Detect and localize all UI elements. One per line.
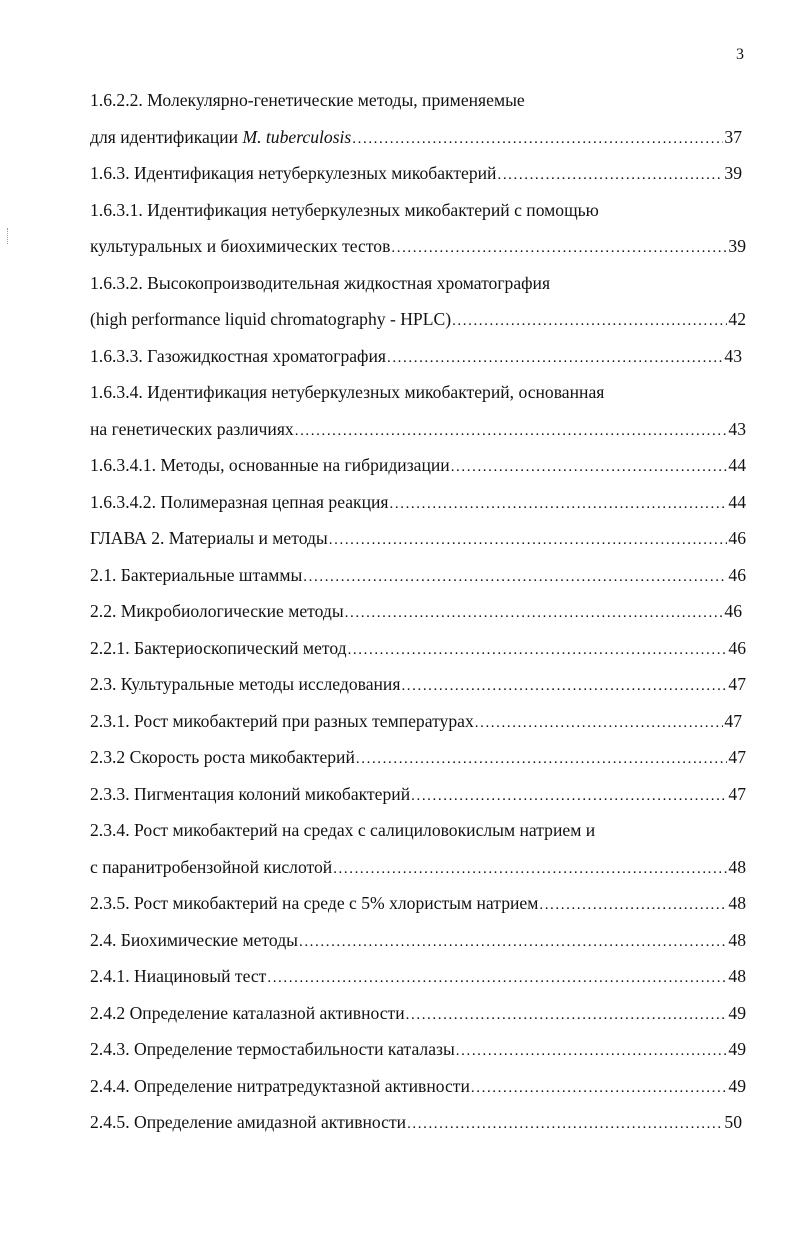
toc-entry-text: ГЛАВА 2. Материалы и методы	[90, 528, 328, 548]
dot-leader	[345, 595, 724, 632]
toc-entry-2-3-1	[90, 703, 742, 740]
toc-page-number: 48	[728, 929, 746, 950]
dot-leader	[401, 668, 727, 705]
toc-entry-2-3-3	[90, 776, 746, 813]
toc-entry-text: 1.6.3.4.2. Полимеразная цепная реакция	[90, 491, 389, 512]
toc-entry-1-6-3-3	[90, 338, 742, 375]
toc-entry-text: 2.4.4. Определение нитратредуктазной активности	[90, 1075, 470, 1096]
dot-leader	[299, 924, 727, 961]
toc-entry-text: 2.4.3. Определение термостабильности каталазы	[90, 1039, 455, 1059]
toc-entry-text: 1.6.3.4.1. Методы, основанные на гибридизации	[90, 455, 450, 475]
toc-entry-text	[90, 119, 351, 156]
toc-entry-text: 2.4.1. Ниациновый тест	[90, 966, 267, 986]
toc-entry-1-6-2-2-heading	[90, 82, 750, 119]
toc-entry-text: 1.6.3.3. Газожидкостная хроматография	[90, 345, 386, 366]
toc-entry-2-2	[90, 593, 742, 630]
toc-entry-text: культуральных и биохимических тестов	[90, 236, 391, 256]
toc-entry-text: 1.6.3.4. Идентификация нетуберкулезных микобактерий, основанная	[90, 382, 605, 402]
toc-page-number: 46	[728, 637, 746, 658]
dot-leader	[411, 778, 727, 815]
toc-entry-text-regular: для идентификации	[90, 126, 243, 147]
toc-page-number: 48	[728, 966, 746, 986]
toc-page-number: 42	[728, 309, 746, 329]
dot-leader	[348, 632, 728, 669]
toc-entry-text: 2.3.5. Рост микобактерий на среде с 5% хлористым натрием	[90, 893, 539, 913]
toc-entry-1-6-2-2	[90, 119, 742, 156]
dot-leader	[406, 997, 728, 1034]
toc-entry-2-1	[90, 557, 746, 594]
toc-page-number: 47	[724, 710, 742, 731]
dot-leader	[407, 1106, 723, 1143]
toc-entry-1-6-3	[90, 155, 742, 192]
toc-entry-2-3-5	[90, 885, 746, 922]
toc-page-number: 47	[728, 747, 746, 767]
toc-entry-text-italic: M. tuberculosis	[242, 126, 352, 147]
dot-leader	[452, 303, 727, 340]
toc-entry-1-6-3-1-heading	[90, 192, 750, 229]
toc-entry-text: 2.3.1. Рост микобактерий при разных температурах	[90, 710, 474, 731]
dot-leader	[352, 121, 723, 158]
toc-entry-2-3-2	[90, 739, 746, 776]
toc-entry-text: 2.3.2 Скорость роста микобактерий	[90, 747, 355, 767]
toc-page-number: 49	[728, 1002, 746, 1023]
toc-entry-text: (high performance liquid chromatography - HPLC)	[90, 309, 452, 329]
dot-leader	[303, 559, 727, 596]
toc-entry-1-6-3-4-heading	[90, 374, 750, 411]
toc-page-number: 48	[728, 856, 746, 877]
toc-entry-2-4-1	[90, 958, 746, 995]
toc-page-number: 44	[728, 491, 746, 512]
page-number: 3	[736, 46, 744, 63]
toc-page-number: 39	[724, 163, 742, 183]
dot-leader	[390, 486, 728, 523]
toc-entry-text: 2.1. Бактериальные штаммы	[90, 564, 303, 585]
dot-leader	[539, 887, 727, 924]
toc-entry-2-3	[90, 666, 746, 703]
toc-page-number: 48	[728, 893, 746, 913]
toc-entry-text: 1.6.3. Идентификация нетуберкулезных микобактерий	[90, 163, 497, 183]
toc-entry-1-6-3-1	[90, 228, 746, 265]
toc-page-number: 49	[728, 1075, 746, 1096]
toc-entry-text: 2.4.5. Определение амидазной активности	[90, 1112, 407, 1132]
toc-page-number: 37	[724, 126, 742, 147]
toc-entry-2-3-4	[90, 849, 746, 886]
dot-leader	[267, 960, 727, 997]
dot-leader	[451, 449, 728, 486]
toc-entry-text: 2.2. Микробиологические методы	[90, 601, 344, 621]
toc-entry-text: 2.4.2 Определение каталазной активности	[90, 1002, 405, 1023]
toc-entry-1-6-3-4-1	[90, 447, 746, 484]
toc-entry-text: 2.2.1. Бактериоскопический метод	[90, 637, 347, 658]
toc-page-number: 50	[724, 1112, 742, 1132]
toc-page-number: 43	[728, 418, 746, 439]
toc-entry-text: 1.6.3.2. Высокопроизводительная жидкостная хроматография	[90, 272, 551, 293]
toc-entry-text: 2.4. Биохимические методы	[90, 929, 298, 950]
toc-page-number: 39	[728, 236, 746, 256]
toc-entry-text: на генетических различиях	[90, 418, 294, 439]
toc-entry-2-3-4-heading	[90, 812, 750, 849]
dot-leader	[329, 522, 728, 559]
toc-entry-text: 2.3. Культуральные методы исследования	[90, 674, 401, 694]
toc-entry-text: 2.3.4. Рост микобактерий на средах с салициловокислым натрием и	[90, 820, 596, 840]
toc-page-number: 49	[728, 1039, 746, 1059]
toc-entry-chapter-2	[90, 520, 746, 557]
toc-page-number: 47	[728, 783, 746, 804]
toc-entry-2-2-1	[90, 630, 746, 667]
toc-entry-2-4	[90, 922, 746, 959]
dot-leader	[471, 1070, 728, 1107]
toc-entry-1-6-3-2-heading	[90, 265, 750, 302]
toc-entry-2-4-2	[90, 995, 746, 1032]
scan-artifact-mark	[7, 228, 9, 244]
toc-entry-text: с паранитробензойной кислотой	[90, 856, 333, 877]
dot-leader	[356, 741, 728, 778]
dot-leader	[387, 340, 723, 377]
toc-entry-text: 1.6.3.1. Идентификация нетуберкулезных микобактерий с помощью	[90, 199, 599, 220]
dot-leader	[456, 1033, 728, 1070]
toc-entry-2-4-3	[90, 1031, 746, 1068]
toc-page-number: 44	[728, 455, 746, 475]
toc-entry-text: 1.6.2.2. Молекулярно-генетические методы, применяемые	[90, 90, 525, 110]
toc-entry-1-6-3-2	[90, 301, 746, 338]
dot-leader	[333, 851, 727, 888]
toc-page-number: 43	[724, 345, 742, 366]
toc-entry-1-6-3-4-2	[90, 484, 746, 521]
dot-leader	[295, 413, 728, 450]
table-of-contents	[90, 82, 750, 1141]
dot-leader	[391, 230, 727, 267]
toc-entry-2-4-4	[90, 1068, 746, 1105]
toc-page-number: 46	[724, 601, 742, 621]
toc-entry-1-6-3-4	[90, 411, 746, 448]
toc-page-number: 46	[728, 564, 746, 585]
toc-page-number: 47	[728, 674, 746, 694]
toc-page-number: 46	[728, 528, 746, 548]
toc-entry-text: 2.3.3. Пигментация колоний микобактерий	[90, 783, 411, 804]
toc-entry-2-4-5	[90, 1104, 742, 1141]
dot-leader	[497, 157, 723, 194]
dot-leader	[475, 705, 724, 742]
